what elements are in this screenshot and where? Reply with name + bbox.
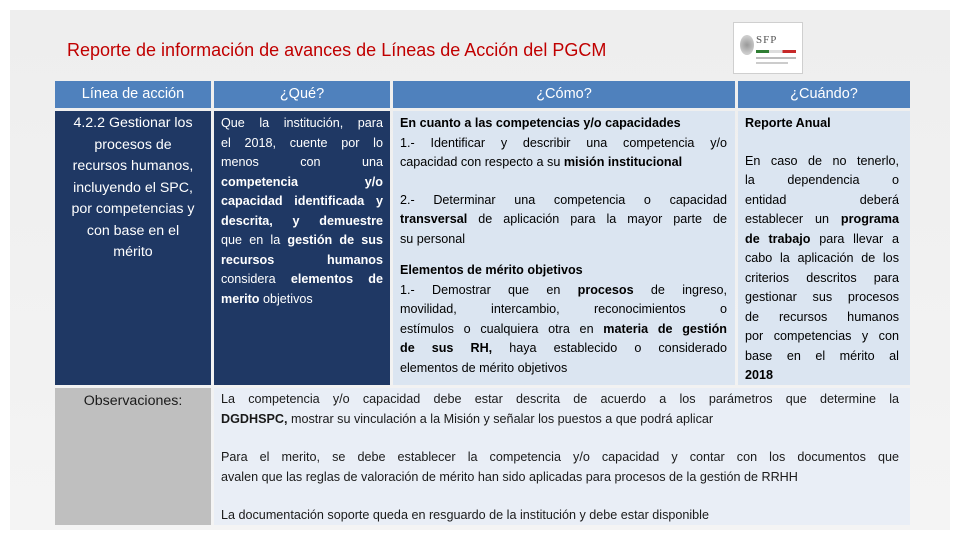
cuando-line: por competencias y con	[745, 329, 899, 343]
obs-line: avalen que las reglas de valoración de mérito han sido aplicadas para procesos de la gestión de RRHH	[221, 469, 798, 484]
cuando-line: establecer un programa	[745, 212, 899, 226]
logo-text: SFP	[756, 34, 778, 46]
header-cuando: ¿Cuándo?	[738, 81, 910, 108]
linea-line: recursos humanos,	[72, 158, 194, 174]
cuando-line: 2018	[745, 368, 774, 382]
que-line: considera elementos de	[221, 272, 383, 286]
linea-line: 4.2.2 Gestionar los	[73, 115, 193, 131]
obs-line: Para el merito, se debe establecer la competencia y/o capacidad y contar con los documentos que	[221, 450, 899, 464]
que-line: menos con una	[221, 155, 383, 169]
como-line: 1.- Identificar y describir una competencia y/o	[400, 135, 727, 150]
cuando-line: cabo la aplicación de los	[745, 251, 899, 265]
que-line: competencia y/o	[221, 174, 383, 189]
cuando-line: de recursos humanos	[745, 309, 899, 324]
cuando-line: la dependencia o	[745, 173, 899, 187]
como-line: capacidad con respecto a su misión institucional	[400, 155, 683, 169]
linea-line: con base en el	[86, 222, 180, 239]
header-linea: Línea de acción	[55, 81, 211, 108]
como-line: movilidad, intercambio, reconocimientos o	[400, 302, 727, 316]
linea-text	[55, 113, 211, 264]
que-line: merito objetivos	[221, 291, 313, 306]
cuando-title: Reporte Anual	[745, 116, 831, 130]
obs-line: DGDHSPC, mostrar su vinculación a la Misión y señalar los puestos a que podrá aplicar	[221, 411, 714, 426]
obs-line: La competencia y/o capacidad debe estar descrita de acuerdo a los parámetros que determine la	[221, 392, 899, 406]
como-line: de sus RH, haya establecido o considerado	[400, 341, 728, 355]
como-line: 2.- Determinar una competencia o capacidad	[400, 192, 727, 207]
observaciones-text	[221, 390, 899, 526]
como-text	[400, 114, 727, 378]
como-line: Elementos de mérito objetivos	[400, 263, 583, 277]
cuando-line: criterios descritos para	[745, 270, 899, 285]
que-line: descrita, y demuestre	[221, 213, 383, 228]
linea-line: incluyendo el SPC,	[73, 179, 193, 196]
linea-line: mérito	[113, 244, 153, 260]
page-title: Reporte de información de avances de Líneas de Acción del PGCM	[67, 40, 607, 60]
que-line: que en la gestión de sus	[221, 233, 383, 247]
como-line: su personal	[400, 231, 466, 246]
logo-fine-line-2	[756, 62, 788, 64]
header-que: ¿Qué?	[214, 81, 390, 108]
que-line: el 2018, cuente por lo	[221, 135, 383, 150]
cuando-line: de trabajo para llevar a	[745, 231, 899, 246]
cuando-line: entidad deberá	[745, 192, 899, 207]
como-line: transversal de aplicación para la mayor parte de	[400, 212, 727, 226]
observaciones-label: Observaciones:	[83, 393, 183, 409]
sfp-logo	[733, 22, 803, 74]
como-line: estímulos o cualquiera otra en materia de gestión	[400, 321, 728, 336]
linea-line: por competencias y	[71, 201, 195, 217]
cuando-line: En caso de no tenerlo,	[745, 153, 899, 168]
como-line: 1.- Demostrar que en procesos de ingreso,	[400, 282, 727, 297]
cuando-text	[745, 114, 899, 386]
como-line: elementos de mérito objetivos	[400, 360, 568, 375]
cuando-line: gestionar sus procesos	[745, 290, 899, 304]
que-line: capacidad identificada y	[221, 194, 383, 208]
cuando-line: base en el mérito al	[745, 348, 899, 363]
que-text	[221, 114, 383, 309]
logo-fine-line	[756, 57, 796, 59]
government-seal-icon	[740, 35, 754, 55]
linea-line: procesos de	[94, 136, 172, 153]
header-como: ¿Cómo?	[393, 81, 735, 108]
obs-line: La documentación soporte queda en resguardo de la institución y debe estar disponible	[221, 508, 709, 522]
que-line: recursos humanos	[221, 252, 383, 267]
como-line: En cuanto a las competencias y/o capacidades	[400, 116, 681, 130]
que-line: Que la institución, para	[221, 116, 383, 130]
flag-band-icon	[756, 50, 796, 53]
